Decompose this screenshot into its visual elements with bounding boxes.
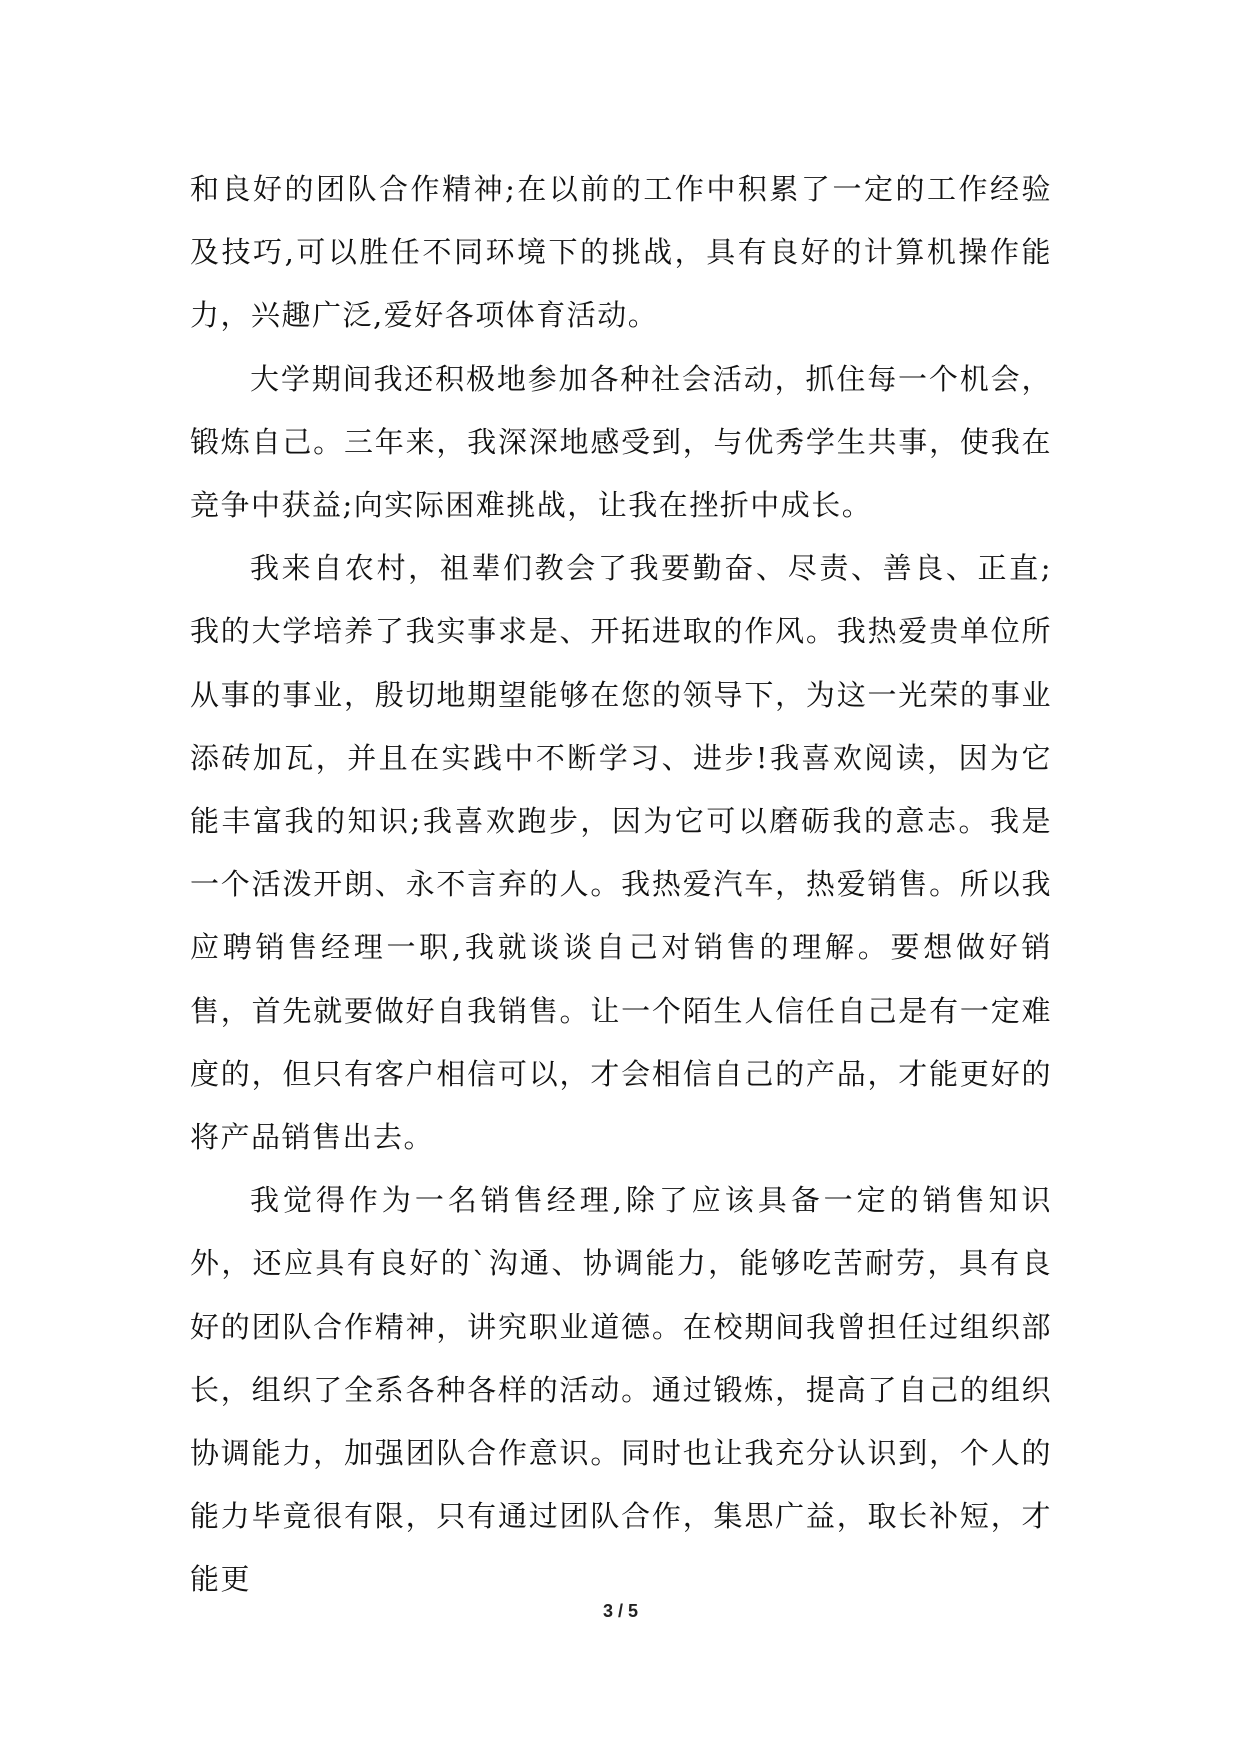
paragraph-2: 大学期间我还积极地参加各种社会活动，抓住每一个机会，锻炼自己。三年来，我深深地感受到，与优秀学生共事，使我在竞争中获益;向实际困难挑战，让我在挫折中成长。 [190,361,1052,523]
paragraph-4: 我觉得作为一名销售经理,除了应该具备一定的销售知识外，还应具有良好的`沟通、协调能力，能够吃苦耐劳，具有良好的团队合作精神，讲究职业道德。在校期间我曾担任过组织部长，组织了全系各种各样的活动。通过锻炼，提高了自己的组织协调能力，加强团队合作意识。同时也让我充分认识到，个人的能力毕竟很有限，只有通过团队合作，集思广益，取长补短，才能更 [190,1183,1052,1597]
paragraph-3: 我来自农村，祖辈们教会了我要勤奋、尽责、善良、正直;我的大学培养了我实事求是、开拓进取的作风。我热爱贵单位所从事的事业，殷切地期望能够在您的领导下，为这一光荣的事业添砖加瓦，并且在实践中不断学习、进步!我喜欢阅读，因为它能丰富我的知识;我喜欢跑步，因为它可以磨砺我的意志。我是一个活泼开朗、永不言弃的人。我热爱汽车，热爱销售。所以我应聘销售经理一职,我就谈谈自己对销售的理解。要想做好销售，首先就要做好自我销售。让一个陌生人信任自己是有一定难度的，但只有客户相信可以，才会相信自己的产品，才能更好的将产品销售出去。 [190,551,1052,1155]
document-body [190,158,1052,1612]
page-number: 3 / 5 [602,1601,639,1621]
paragraph-1: 和良好的团队合作精神;在以前的工作中积累了一定的工作经验及技巧,可以胜任不同环境下的挑战，具有良好的计算机操作能力，兴趣广泛,爱好各项体育活动。 [190,172,1052,333]
